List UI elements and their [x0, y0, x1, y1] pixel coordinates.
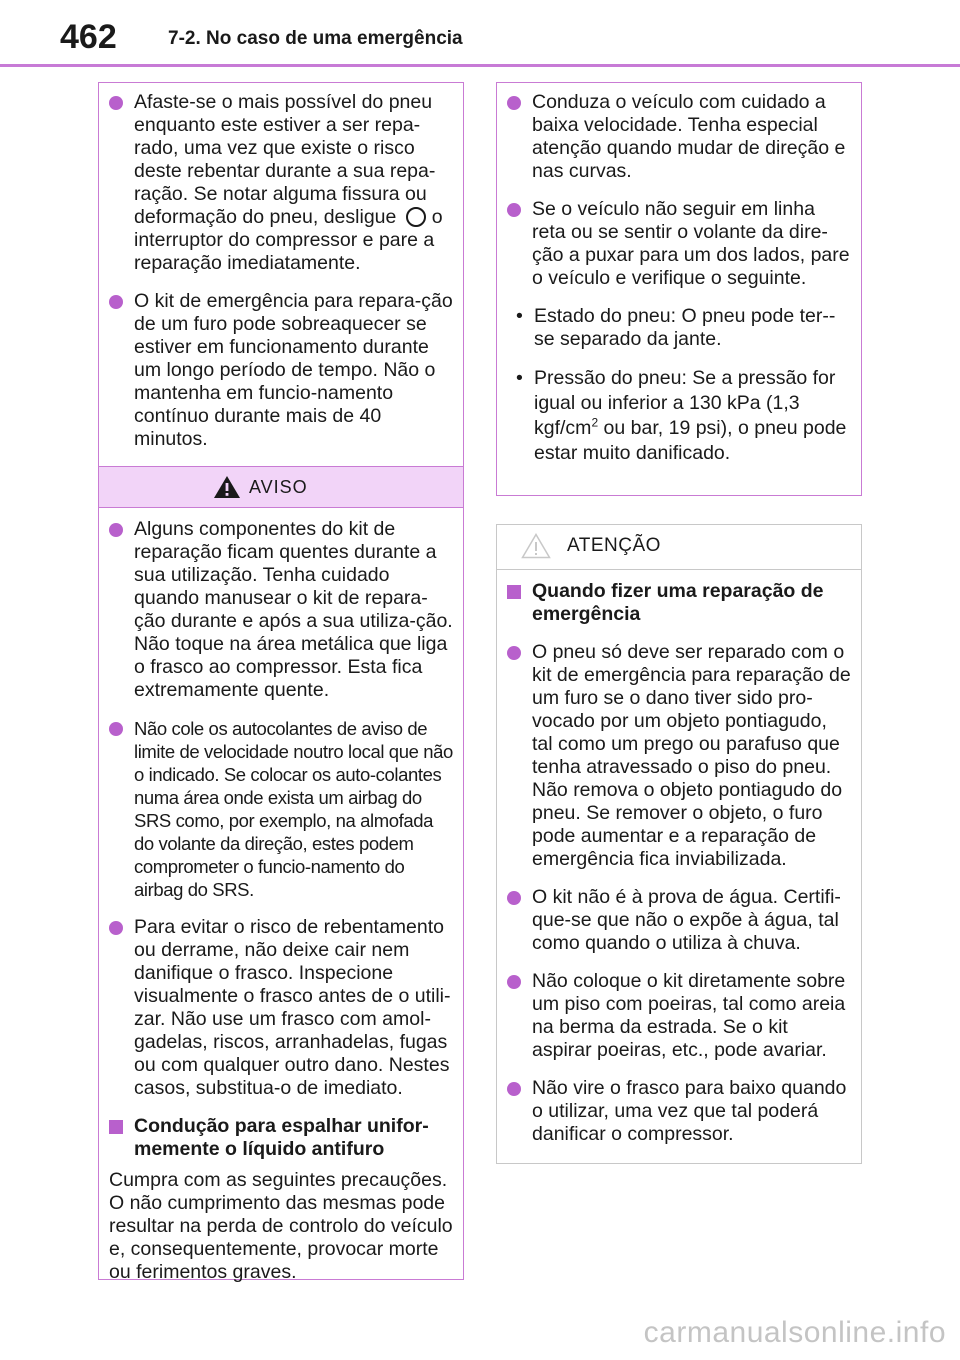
list-item [109, 91, 453, 275]
item-text: Não vire o frasco para baixo quando o utilizar, uma vez que tal poderá danificar o compressor. [532, 1077, 847, 1145]
item-text-tail: o interruptor do compressor e pare a reparação imediatamente. [134, 206, 443, 274]
bullet-icon [109, 96, 123, 110]
aviso-header [99, 466, 463, 508]
list-item [109, 916, 453, 1100]
warning-triangle-icon [213, 475, 241, 499]
subheading [109, 1115, 453, 1161]
item-text: Pressão do pneu: Se a pressão for igual ou inferior a 130 kPa (1,3 kgf/cm [534, 367, 836, 439]
dot-bullet-icon: • [516, 305, 523, 327]
subheading-text: Quando fizer uma reparação de emergência [532, 580, 824, 625]
bullet-icon [109, 722, 123, 736]
bullet-icon [109, 523, 123, 537]
dash-item [507, 366, 851, 466]
item-text: O pneu só deve ser reparado com o kit de emergência para reparação de um furo se o dano tiver sido pro-vocado por um objeto pontiagudo, tal como um prego ou parafuso que tenha atravessado o piso do pneu. Não remova o objeto pontiagudo do pneu. Se remover o objeto, o furo pode aumentar e a reparação de emergência fica inviabilizada. [532, 641, 851, 870]
item-text: Se o veículo não seguir em linha reta ou se sentir o volante da dire-ção a puxar para um dos lados, pare o veículo e verifique o seguinte. [532, 198, 850, 289]
list-item [507, 886, 851, 955]
item-text: Conduza o veículo com cuidado a baixa velocidade. Tenha especial atenção quando mudar de direção e nas curvas. [532, 91, 846, 182]
item-text-tail: ou bar, 19 psi), o pneu pode estar muito danificado. [534, 417, 847, 464]
header-rule [0, 64, 960, 67]
watermark[interactable]: carmanualsonline.info [643, 1316, 946, 1349]
superscript: 2 [591, 415, 599, 430]
left-warning-box [98, 82, 464, 1283]
list-item [109, 717, 453, 901]
bullet-icon [109, 921, 123, 935]
list-item [507, 198, 851, 290]
bullet-icon [507, 1082, 521, 1096]
warning-triangle-icon [521, 533, 551, 559]
bullet-icon [507, 646, 521, 660]
square-bullet-icon [507, 585, 521, 599]
square-bullet-icon [109, 1120, 123, 1134]
list-item [507, 641, 851, 871]
dot-bullet-icon: • [516, 367, 523, 389]
subheading-text: Condução para espalhar unifor-memente o líquido antifuro [134, 1115, 429, 1160]
ring-icon [406, 207, 426, 227]
closing-paragraph: Cumpra com as seguintes precauções. O não cumprimento das mesmas pode resultar na perda de controlo do veículo e, consequentemente, provocar morte ou ferimentos graves. [109, 1169, 453, 1283]
attention-header [497, 525, 861, 570]
list-item [507, 970, 851, 1062]
list-item [109, 290, 453, 451]
list-item [507, 91, 851, 183]
item-text: Estado do pneu: O pneu pode ter--se separado da jante. [534, 305, 836, 350]
item-text: Não coloque o kit diretamente sobre um piso com poeiras, tal como areia na berma da estrada. Se o kit aspirar poeiras, etc., pode avariar. [532, 970, 846, 1061]
aviso-label: AVISO [249, 477, 308, 497]
dash-item [507, 305, 851, 351]
bullet-icon [109, 295, 123, 309]
page-number: 462 [60, 18, 117, 56]
subheading [507, 580, 851, 626]
section-title: 7-2. No caso de uma emergência [168, 28, 463, 49]
item-text: Alguns componentes do kit de reparação ficam quentes durante a sua utilização. Tenha cuidado quando manusear o kit de repara-ção durante e após a sua utiliza-ção. Não toque na área metálica que liga o frasco ao compressor. Esta fica extremamente quente. [134, 518, 453, 701]
attention-box [496, 524, 862, 1164]
item-text: Para evitar o risco de rebentamento ou derrame, não deixe cair nem danifique o frasco. Inspecione visualmente o frasco antes de o utili-zar. Não use um frasco com amol-gadelas, riscos, arranhadelas, fugas ou com qualquer outro dano. Nestes casos, substitua-o de imediato. [134, 916, 451, 1099]
list-item [109, 518, 453, 702]
bullet-icon [507, 975, 521, 989]
bullet-icon [507, 96, 521, 110]
item-text: O kit não é à prova de água. Certifi-que-se que não o expõe à água, tal como quando o utiliza à chuva. [532, 886, 841, 954]
item-text: Afaste-se o mais possível do pneu enquanto este estiver a ser repa-rado, uma vez que existe o risco deste rebentar durante a sua repa-ração. Se notar alguma fissura ou deformação do pneu, desligue [134, 91, 436, 228]
item-text: O kit de emergência para repara-ção de um furo pode sobreaquecer se estiver em funcionamento durante um longo período de tempo. Não o mantenha em funcio-namento contínuo durante mais de 40 minutos. [134, 290, 453, 450]
attention-label: ATENÇÃO [567, 535, 661, 556]
bullet-icon [507, 891, 521, 905]
list-item [507, 1077, 851, 1146]
bullet-icon [507, 203, 521, 217]
item-text: Não cole os autocolantes de aviso de limite de velocidade noutro local que não o indicado. Se colocar os auto-colantes numa área onde exista um airbag do SRS como, por exemplo, na almofada do volante da direção, estes podem comprometer o funcio-namento do airbag do SRS. [134, 718, 453, 900]
right-warning-box [496, 82, 862, 496]
